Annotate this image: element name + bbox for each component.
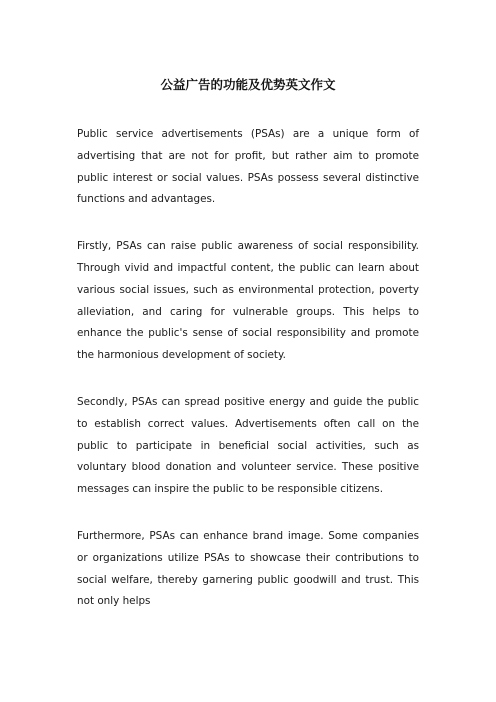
paragraph-firstly: Firstly, PSAs can raise public awareness of social responsibility. Through vivid and impactful content, the public can learn about various social issues, such as environmental protection, poverty alleviation, and caring for vulnerable groups. This helps to enhance the public's sense of social responsibility and promote the harmonious development of society. [77,240,419,362]
paragraph-secondly: Secondly, PSAs can spread positive energy and guide the public to establish correct values. Advertisements often call on the public to participate in beneficial social activities, such as voluntary blood donation and volunteer service. These positive messages can inspire the public to be responsible citizens. [77,395,419,496]
paragraph-furthermore: Furthermore, PSAs can enhance brand image. Some companies or organizations utilize PSAs to showcase their contributions to social welfare, thereby garnering public goodwill and trust. This not only helps [77,529,419,608]
document-body [77,124,419,638]
document-title: 公益广告的功能及优势英文作文 [160,77,336,92]
paragraph-intro: Public service advertisements (PSAs) are a unique form of advertising that are not for profit, but rather aim to promote public interest or social values. PSAs possess several distinctive functions and advantages. [77,128,419,206]
